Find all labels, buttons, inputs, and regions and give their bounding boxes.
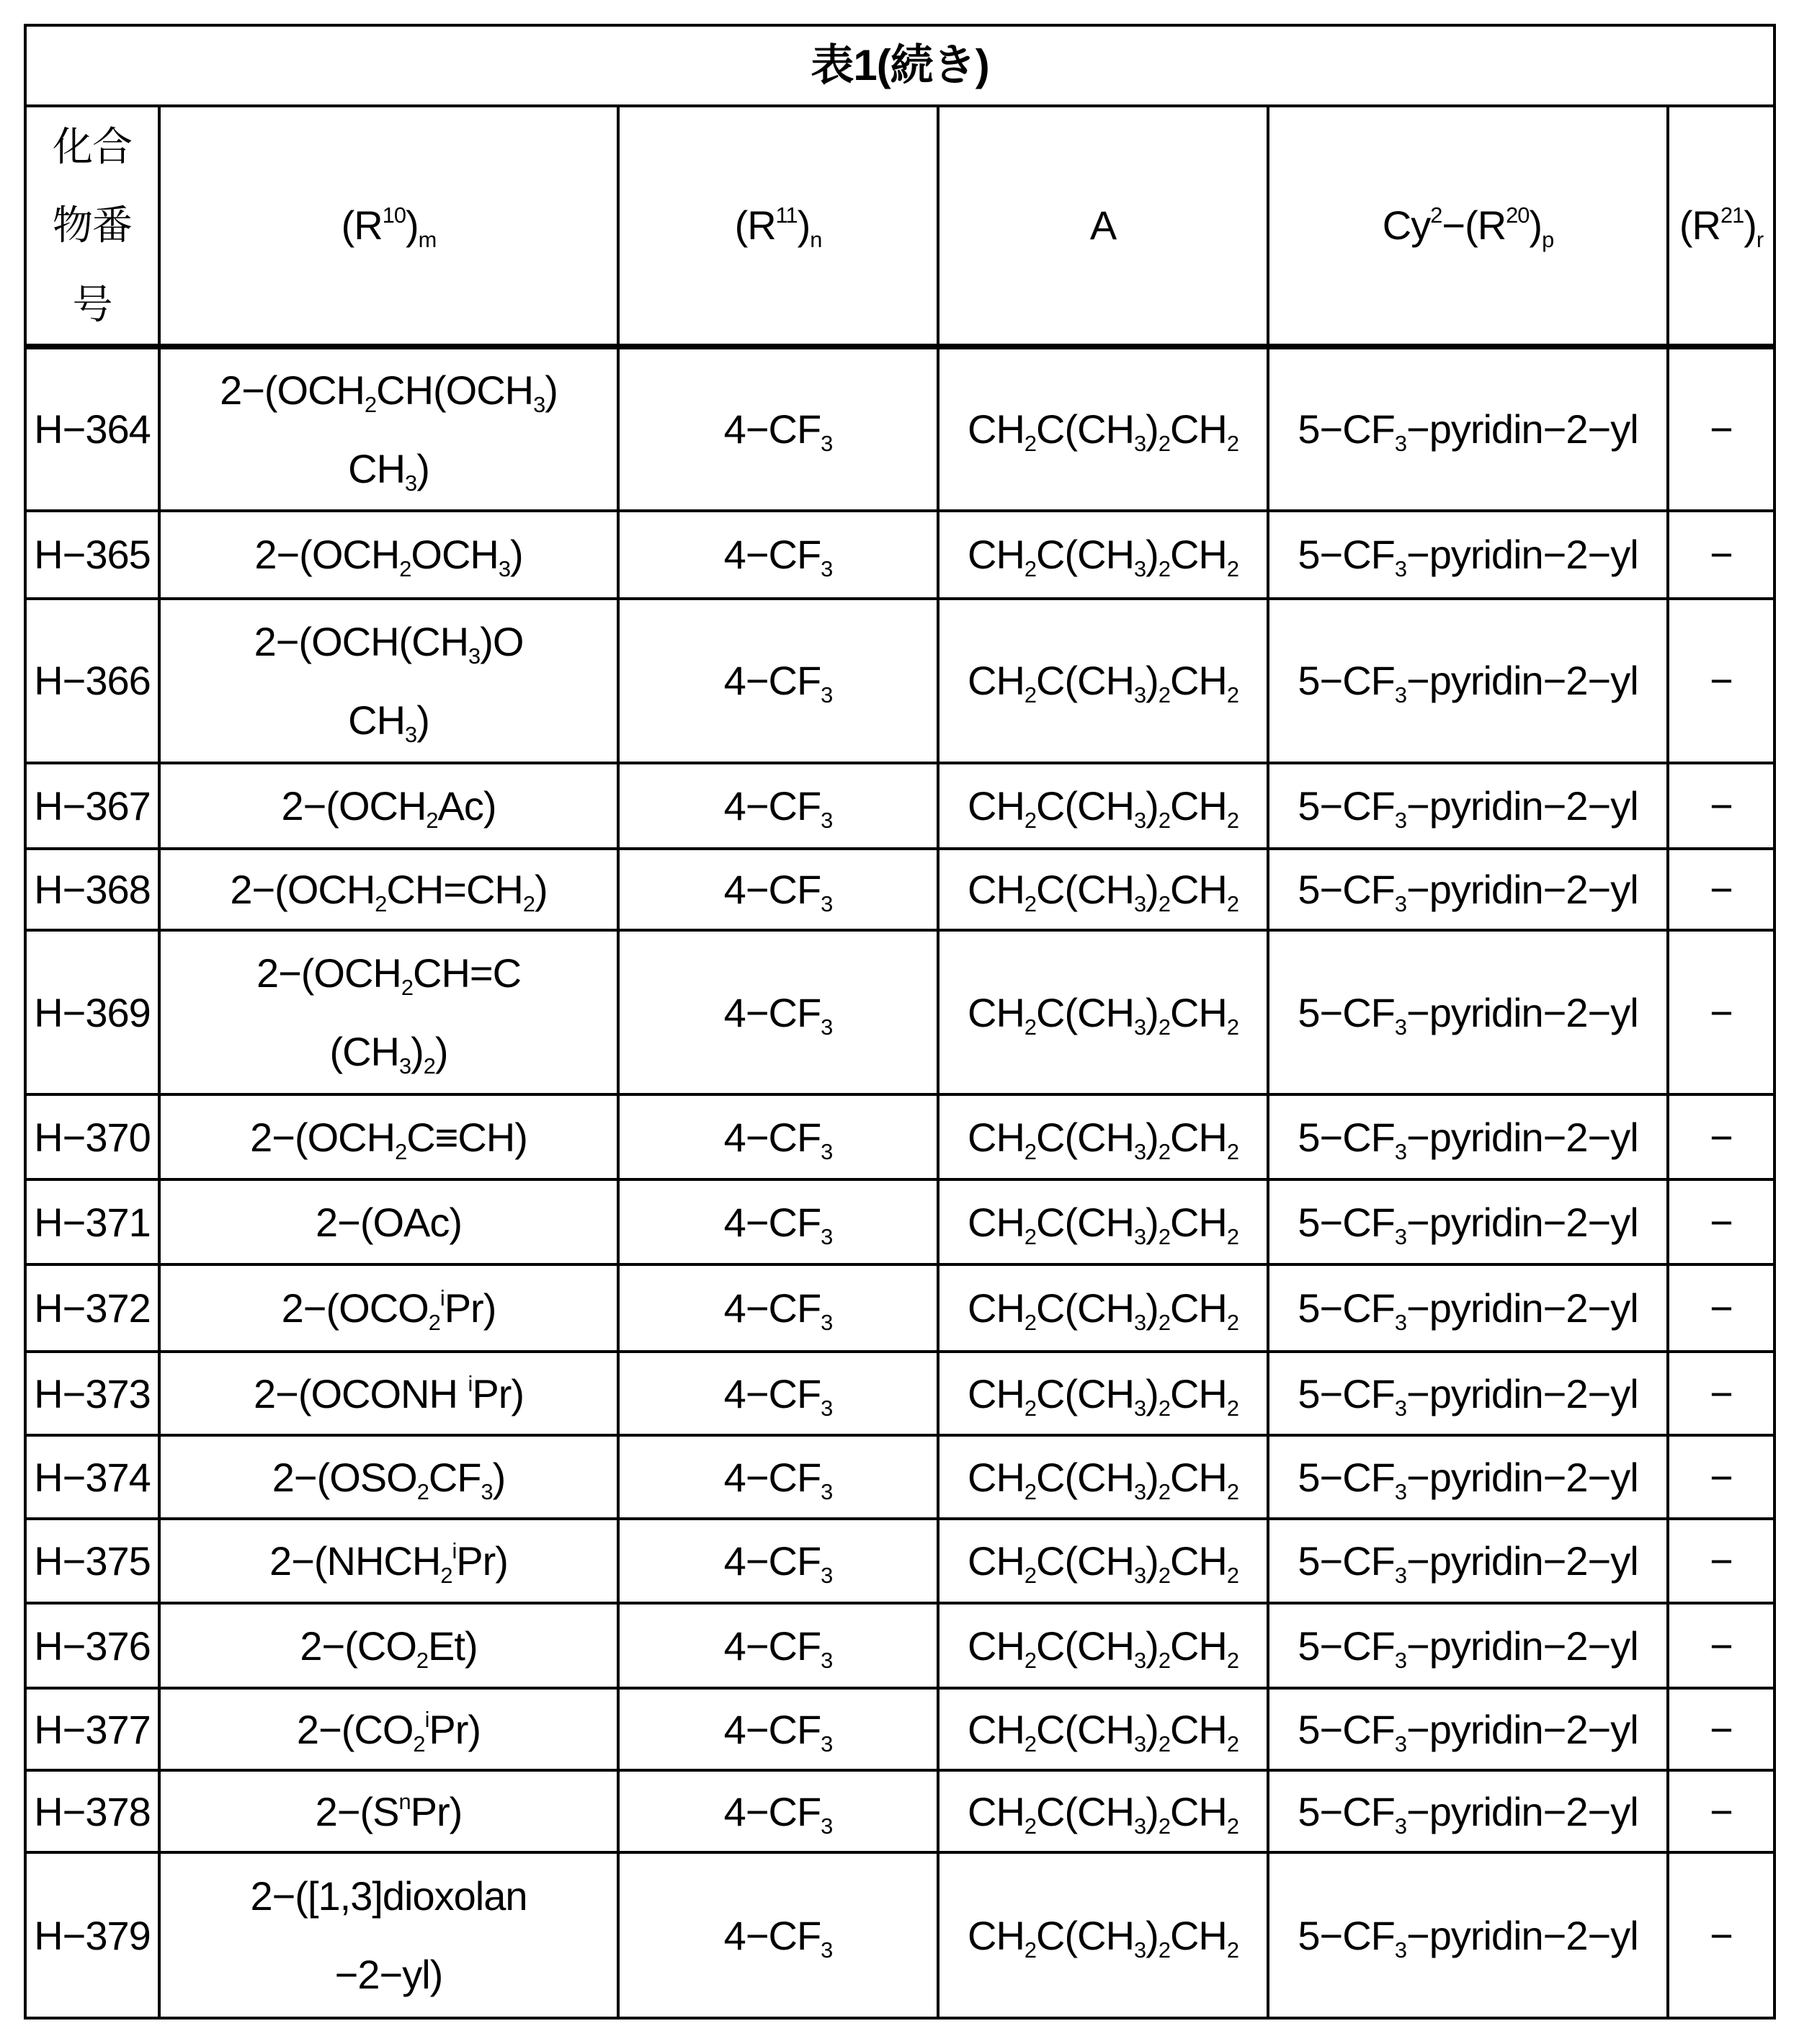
- cell-r21: −: [1668, 930, 1775, 1094]
- cell-cy2-r20: $5-CF_3-pyridin-2-yl$: [1268, 1179, 1668, 1264]
- table-row: [25, 849, 1775, 930]
- cell-r21: −: [1668, 1519, 1775, 1603]
- cell-r10: $2-(OCH_2CH=C$ $(CH_3)_2$): [159, 930, 618, 1094]
- header-r11-close: ): [797, 202, 811, 249]
- cell-compound-id: H−372: [25, 1264, 159, 1352]
- cell-r11: $4-CF_3$: [618, 511, 938, 599]
- cell-a: $CH_2C(CH_3)_2CH_2$: [938, 849, 1268, 930]
- cell-compound-id: H−370: [25, 1094, 159, 1179]
- header-cy2-sup2: 20: [1506, 202, 1530, 228]
- table-row: [25, 1094, 1775, 1179]
- cell-r11: $4-CF_3$: [618, 1603, 938, 1688]
- cell-a: $CH_2C(CH_3)_2CH_2$: [938, 763, 1268, 849]
- cell-a: $CH_2C(CH_3)_2CH_2$: [938, 1603, 1268, 1688]
- cell-r11: $4-CF_3$: [618, 849, 938, 930]
- header-r10: [159, 106, 618, 347]
- cell-r10: $2-(CO_2Et)$: [159, 1603, 618, 1688]
- cell-cy2-r20: $5-CF_3-pyridin-2-yl$: [1268, 1603, 1668, 1688]
- cell-cy2-r20: $5-CF_3-pyridin-2-yl$: [1268, 763, 1668, 849]
- cell-cy2-r20: $5-CF_3-pyridin-2-yl$: [1268, 1770, 1668, 1852]
- cell-a: $CH_2C(CH_3)_2CH_2$: [938, 1519, 1268, 1603]
- cell-compound-id: H−371: [25, 1179, 159, 1264]
- cell-r11: $4-CF_3$: [618, 1435, 938, 1519]
- header-r10-close: ): [406, 202, 419, 249]
- cell-r11: $4-CF_3$: [618, 1094, 938, 1179]
- header-cy2-sup: 2: [1430, 202, 1442, 228]
- header-cy2-close: ): [1529, 202, 1543, 249]
- cell-a: $CH_2C(CH_3)_2CH_2$: [938, 1264, 1268, 1352]
- cell-r11: $4-CF_3$: [618, 1264, 938, 1352]
- cell-r11: $4-CF_3$: [618, 1519, 938, 1603]
- header-compound-no-line3: 号: [72, 281, 112, 327]
- cell-compound-id: H−375: [25, 1519, 159, 1603]
- header-r11: [618, 106, 938, 347]
- compound-table: [24, 24, 1776, 2020]
- cell-r21: −: [1668, 599, 1775, 763]
- header-compound-no-line1: 化合: [53, 124, 132, 170]
- header-r11-sup: 11: [775, 202, 798, 228]
- cell-r11: $4-CF_3$: [618, 1688, 938, 1770]
- cell-a: $CH_2C(CH_3)_2CH_2$: [938, 347, 1268, 511]
- table-row: [25, 1770, 1775, 1852]
- cell-r11: $4-CF_3$: [618, 1852, 938, 2018]
- cell-compound-id: H−379: [25, 1852, 159, 2018]
- table-row: [25, 1435, 1775, 1519]
- cell-r21: −: [1668, 1435, 1775, 1519]
- cell-r10: $2-(OCO_2^iPr)$: [159, 1264, 618, 1352]
- cell-r21: −: [1668, 1770, 1775, 1852]
- cell-compound-id: H−377: [25, 1688, 159, 1770]
- table-row: [25, 599, 1775, 763]
- table-row: [25, 1352, 1775, 1435]
- header-r10-base: (R: [341, 202, 383, 249]
- header-a: A: [938, 106, 1268, 347]
- cell-cy2-r20: $5-CF_3-pyridin-2-yl$: [1268, 1352, 1668, 1435]
- cell-cy2-r20: $5-CF_3-pyridin-2-yl$: [1268, 930, 1668, 1094]
- cell-a: $CH_2C(CH_3)_2CH_2$: [938, 930, 1268, 1094]
- cell-cy2-r20: $5-CF_3-pyridin-2-yl$: [1268, 1852, 1668, 2018]
- cell-a: $CH_2C(CH_3)_2CH_2$: [938, 1688, 1268, 1770]
- cell-r21: −: [1668, 1352, 1775, 1435]
- cell-r11: $4-CF_3$: [618, 1179, 938, 1264]
- table-row: [25, 1179, 1775, 1264]
- cell-r11: $4-CF_3$: [618, 347, 938, 511]
- cell-r10: 2−([1,3]dioxolan −2−yl): [159, 1852, 618, 2018]
- table-row: [25, 1519, 1775, 1603]
- cell-compound-id: H−378: [25, 1770, 159, 1852]
- cell-compound-id: H−376: [25, 1603, 159, 1688]
- cell-cy2-r20: $5-CF_3-pyridin-2-yl$: [1268, 849, 1668, 930]
- header-r21-sup: 21: [1720, 202, 1744, 228]
- header-cy2-sub: p: [1542, 227, 1554, 253]
- header-r11-sub: n: [810, 227, 822, 253]
- cell-cy2-r20: $5-CF_3-pyridin-2-yl$: [1268, 511, 1668, 599]
- cell-r21: −: [1668, 511, 1775, 599]
- cell-a: $CH_2C(CH_3)_2CH_2$: [938, 599, 1268, 763]
- table-title: 表1(続き): [25, 25, 1775, 106]
- cell-compound-id: H−367: [25, 763, 159, 849]
- cell-a: $CH_2C(CH_3)_2CH_2$: [938, 1770, 1268, 1852]
- cell-r10: $2-(OCH_2C\equiv CH)$: [159, 1094, 618, 1179]
- header-r10-sup: 10: [382, 202, 406, 228]
- cell-r11: $4-CF_3$: [618, 930, 938, 1094]
- header-row: [25, 106, 1775, 347]
- table-row: [25, 347, 1775, 511]
- cell-r21: −: [1668, 1179, 1775, 1264]
- cell-r10: $2-(OCH_2OCH_3)$: [159, 511, 618, 599]
- cell-cy2-r20: $5-CF_3-pyridin-2-yl$: [1268, 1264, 1668, 1352]
- table-row: [25, 511, 1775, 599]
- cell-cy2-r20: $5-CF_3-pyridin-2-yl$: [1268, 347, 1668, 511]
- cell-cy2-r20: $5-CF_3-pyridin-2-yl$: [1268, 1435, 1668, 1519]
- header-cy2: [1268, 106, 1668, 347]
- cell-compound-id: H−374: [25, 1435, 159, 1519]
- cell-r10: $2-(OCH_2CH=CH_2)$: [159, 849, 618, 930]
- header-r10-sub: m: [418, 227, 437, 253]
- header-compound-no-line2: 物番: [53, 202, 132, 249]
- cell-r21: −: [1668, 347, 1775, 511]
- cell-r10: 2−(OAc): [159, 1179, 618, 1264]
- cell-compound-id: H−369: [25, 930, 159, 1094]
- header-cy2-base: Cy: [1382, 202, 1431, 249]
- cell-a: $CH_2C(CH_3)_2CH_2$: [938, 1435, 1268, 1519]
- cell-r11: $4-CF_3$: [618, 763, 938, 849]
- cell-cy2-r20: $5-CF_3-pyridin-2-yl$: [1268, 1688, 1668, 1770]
- cell-compound-id: H−373: [25, 1352, 159, 1435]
- cell-r10: $2-(CO_2^iPr)$: [159, 1688, 618, 1770]
- cell-r21: −: [1668, 1264, 1775, 1352]
- cell-r10: 2−(OCONH $^i$Pr): [159, 1352, 618, 1435]
- cell-cy2-r20: $5-CF_3-pyridin-2-yl$: [1268, 1094, 1668, 1179]
- cell-r21: −: [1668, 1688, 1775, 1770]
- cell-r10: $2-(OSO_2CF_3)$: [159, 1435, 618, 1519]
- header-r21-base: (R: [1679, 202, 1720, 249]
- header-compound-no: [25, 106, 159, 347]
- cell-r10: $2-(S^nPr)$: [159, 1770, 618, 1852]
- cell-cy2-r20: $5-CF_3-pyridin-2-yl$: [1268, 1519, 1668, 1603]
- cell-r21: −: [1668, 1603, 1775, 1688]
- cell-r21: −: [1668, 1852, 1775, 2018]
- table-row: [25, 1852, 1775, 2018]
- cell-r21: −: [1668, 849, 1775, 930]
- cell-a: $CH_2C(CH_3)_2CH_2$: [938, 511, 1268, 599]
- cell-r10: $2-(OCH_2Ac)$: [159, 763, 618, 849]
- cell-cy2-r20: $5-CF_3-pyridin-2-yl$: [1268, 599, 1668, 763]
- table-row: [25, 930, 1775, 1094]
- cell-a: $CH_2C(CH_3)_2CH_2$: [938, 1179, 1268, 1264]
- cell-r10: $2-(NHCH_2^iPr)$: [159, 1519, 618, 1603]
- table-row: [25, 1603, 1775, 1688]
- cell-compound-id: H−366: [25, 599, 159, 763]
- table-row: [25, 1264, 1775, 1352]
- cell-r10: $2-(OCH_2CH(OCH_3)$ $CH_3$): [159, 347, 618, 511]
- cell-r21: −: [1668, 1094, 1775, 1179]
- cell-a: $CH_2C(CH_3)_2CH_2$: [938, 1352, 1268, 1435]
- cell-a: $CH_2C(CH_3)_2CH_2$: [938, 1094, 1268, 1179]
- cell-compound-id: H−368: [25, 849, 159, 930]
- header-cy2-mid: −(R: [1442, 202, 1506, 249]
- table-row: [25, 1688, 1775, 1770]
- header-r11-base: (R: [734, 202, 776, 249]
- cell-compound-id: H−364: [25, 347, 159, 511]
- cell-r21: −: [1668, 763, 1775, 849]
- cell-a: $CH_2C(CH_3)_2CH_2$: [938, 1852, 1268, 2018]
- header-r21-close: ): [1744, 202, 1756, 249]
- cell-r11: $4-CF_3$: [618, 1770, 938, 1852]
- cell-r10: $2-(OCH(CH_3)O$ $CH_3$): [159, 599, 618, 763]
- table-row: [25, 763, 1775, 849]
- cell-r11: $4-CF_3$: [618, 599, 938, 763]
- cell-r11: $4-CF_3$: [618, 1352, 938, 1435]
- header-r21: [1668, 106, 1775, 347]
- header-r21-sub: r: [1756, 227, 1764, 253]
- cell-compound-id: H−365: [25, 511, 159, 599]
